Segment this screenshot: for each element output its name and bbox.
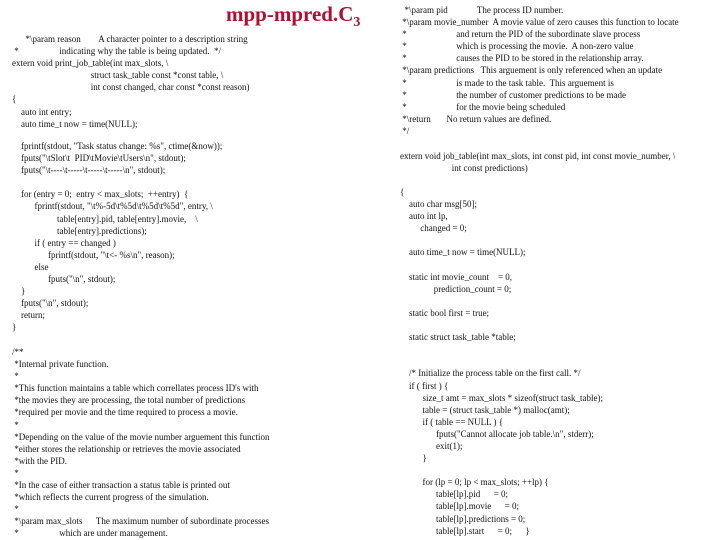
code-line: *Depending on the value of the movie number arguement this function [12,431,270,442]
code-line: else [12,261,49,272]
code-line: *This function maintains a table which correllates process ID's with [12,383,259,394]
code-line: table[entry].predictions); [12,225,147,236]
code-line: fprintf(stdout, "\t<- %s\n", reason); [12,249,175,260]
code-line: *\param pid The process ID number. [400,5,564,15]
code-line: fputs("\t----\t-----\t-----\t-----\n", stdout); [12,165,166,176]
code-line: return; [12,310,45,321]
code-line: auto time_t now = time(NULL); [12,118,138,129]
code-line: table[lp].predictions = 0; [400,513,526,524]
code-line: auto int lp, [400,211,448,222]
code-line: /** [12,347,24,357]
code-line [400,464,603,476]
code-line: *with the PID. [12,455,67,466]
code-line [400,295,603,307]
code-line: * the number of customer predictions to be made [400,89,626,100]
code-line: *\return No return values are defined. [400,113,552,124]
code-line: *\param reason A character pointer to a description string [12,34,248,44]
code-line: for (entry = 0; entry < max_slots; ++entry) { [12,189,189,200]
code-block-print-job-table-body [12,140,222,334]
code-line: fprintf(stdout, "\t%-5d\t%5d\t%5d\t%5d", entry, \ [12,201,213,212]
code-line: static struct task_table *table; [400,332,516,343]
code-block-job-table-signature [400,150,675,174]
code-line: exit(1); [400,440,463,451]
code-line: struct task_table const *const table, \ [12,70,224,81]
code-line: auto time_t now = time(NULL); [400,247,526,258]
code-line: *\param max_slots The maximum number of subordinate processes [12,516,270,527]
code-line: * for the movie being scheduled [400,101,566,112]
code-line: int const changed, char const *const reason) [12,82,250,93]
code-line: * which is processing the movie. A non-zero value [400,41,634,52]
code-line: *either stores the relationship or retrieves the movie associated [12,443,241,454]
code-line: */ [400,125,410,136]
code-line: static bool first = true; [400,307,490,318]
code-line: * [12,504,19,515]
code-line: * indicating why the table is being updated. */ [12,46,221,57]
code-line: if ( first ) { [400,380,449,391]
code-line: /* Initialize the process table on the first call. */ [400,368,581,379]
code-line: table[lp].pid = 0; [400,489,509,500]
code-line: * causes the PID to be stored in the relationship array. [400,53,644,64]
code-line: *the movies they are processing, the total number of predictions [12,395,246,406]
code-line: prediction_count = 0; [400,283,512,294]
code-line: { [12,94,17,105]
code-line: } [400,453,427,464]
code-line: * [12,467,19,478]
code-line [400,319,603,331]
code-line: table[entry].pid, table[entry].movie, \ [12,213,198,224]
code-line: * which are under management. [12,528,168,539]
code-block-job-table-body [400,186,603,537]
code-line: *In the case of either transaction a status table is printed out [12,480,230,491]
code-line: changed = 0; [400,223,467,234]
code-line: table = (struct task_table *) malloc(amt); [400,404,570,415]
code-line: extern void print_job_table(int max_slots, \ [12,58,169,69]
slide-title-text: mpp-mpred.C [226,2,354,26]
code-line: * and return the PID of the subordinate slave process [400,29,641,40]
slide-title-subscript: 3 [353,15,361,31]
code-line: for (lp = 0; lp < max_slots; ++lp) { [400,477,549,488]
code-line: } [12,286,26,297]
code-line: *which reflects the current progress of the simulation. [12,492,209,503]
code-line: fputs("\tSlot\t PID\tMovie\tUsers\n", stdout); [12,153,186,164]
code-line [400,343,603,355]
code-line: table[lp].movie = 0; [400,501,520,512]
code-line: if ( table == NULL ) { [400,416,504,427]
code-line: * [12,371,19,382]
comment-block-param-descriptions [400,4,679,137]
code-line: int const predictions) [400,163,528,174]
code-line: fputs("\n", stdout); [12,274,116,285]
code-line: { [400,187,405,197]
code-line: if ( entry == changed ) [12,237,116,248]
comment-block-internal-private-function [12,346,270,540]
code-line: * [12,419,19,430]
code-line: *\param predictions This arguement is only referenced when an update [400,65,663,76]
code-line: auto int entry; [12,106,72,117]
slide-title [226,2,360,31]
code-line: fprintf(stdout, "Task status change: %s", ctime(&now)); [12,141,223,151]
code-line: extern void job_table(int max_slots, int const pid, int const movie_number, \ [400,151,676,161]
code-line: } [12,322,17,333]
code-line: size_t amt = max_slots * sizeof(struct task_table); [400,392,604,403]
code-line: fputs("\n", stdout); [12,298,89,309]
code-line: * is made to the task table. This arguement is [400,77,614,88]
code-line [400,234,603,246]
code-line: table[lp].start = 0; } [400,525,530,536]
code-line: *required per movie and the time required to process a movie. [12,407,238,418]
code-block-print-job-table-header [12,33,249,130]
code-line [12,176,222,188]
code-line: fputs("Cannot allocate job table.\n", stderr); [400,428,594,439]
code-line: static int movie_count = 0, [400,271,513,282]
code-line: auto char msg[50]; [400,199,477,210]
code-line [400,259,603,271]
code-line [400,355,603,367]
code-line: *Internal private function. [12,359,109,370]
code-line: *\param movie_number A movie value of zero causes this function to locate [400,17,679,28]
